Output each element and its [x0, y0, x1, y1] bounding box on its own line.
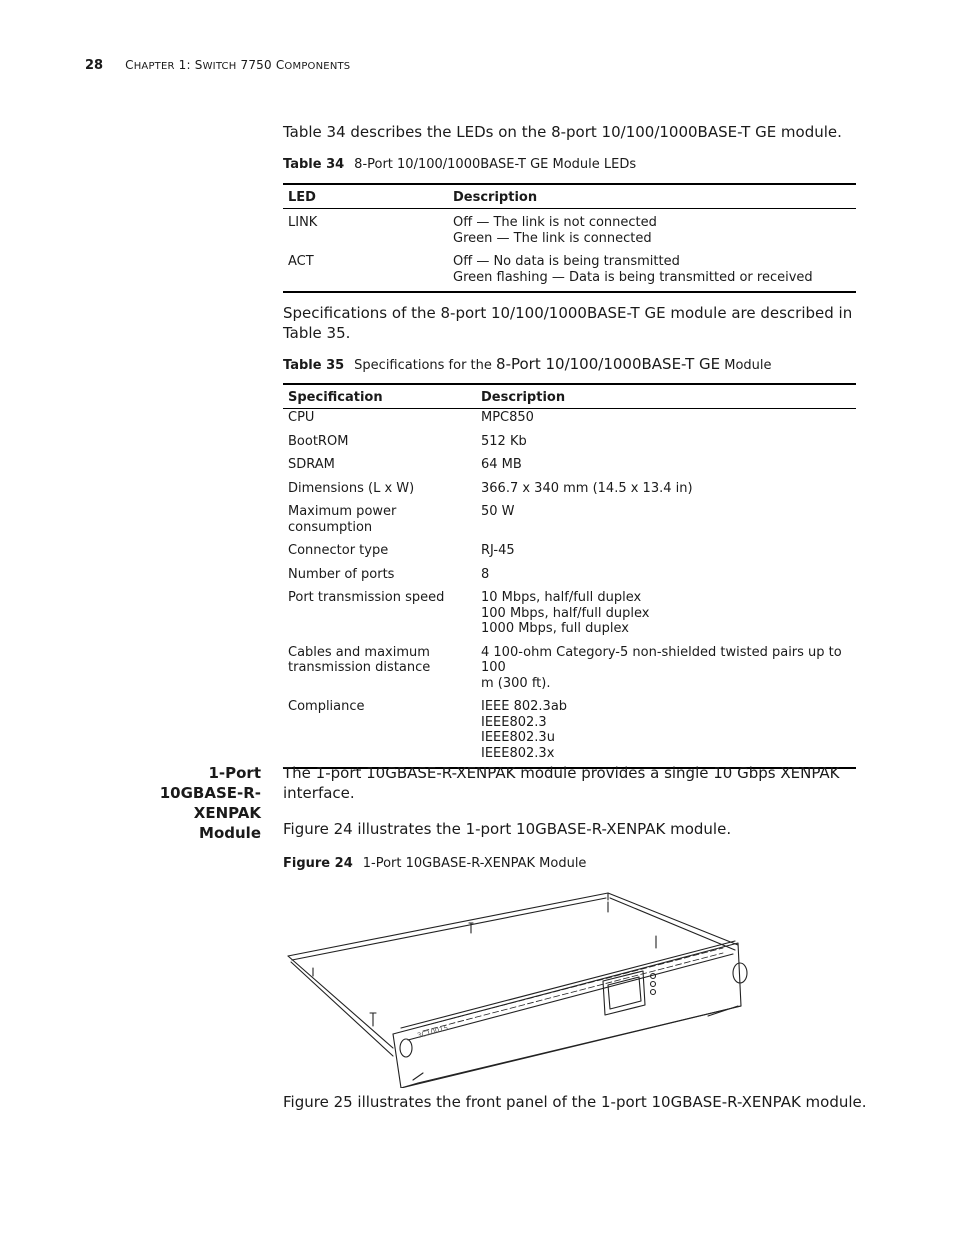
spec-paragraph: Specifications of the 8-port 10/100/1000BASE-T GE module are described in Table 35. [283, 304, 853, 342]
table-row [283, 209, 856, 255]
col-header-description: Description [448, 184, 856, 209]
spec-value: IEEE 802.3ab IEEE802.3 IEEE802.3u IEEE802.3x [481, 699, 568, 761]
spec-name: Compliance [288, 699, 365, 714]
spec-name: SDRAM [288, 457, 335, 472]
spec-value: MPC850 [481, 410, 534, 425]
spec-value: 366.7 x 340 mm (14.5 x 13.4 in) [481, 480, 693, 496]
table-row [283, 590, 856, 645]
spec-name: Cables and maximum transmission distance [288, 644, 431, 675]
spec-name: Number of ports [288, 566, 395, 582]
page-number: 28 [85, 58, 104, 73]
table-row [283, 409, 856, 434]
spec-value: 512 Kb [481, 433, 527, 449]
led-table [283, 183, 856, 293]
table-row [283, 543, 856, 567]
spec-name: Connector type [288, 543, 389, 558]
section-paragraph-2: Figure 24 illustrates the 1-port 10GBASE-R-XENPAK module. [283, 820, 732, 838]
table35-caption: Table 35 Specifications for the 8-Port 10/100/1000BASE-T GE Module [283, 355, 772, 373]
spec-name: Port transmission speed [288, 590, 445, 605]
table-row [283, 645, 856, 700]
spec-value: RJ-45 [481, 543, 515, 558]
spec-value: 4 100-ohm Category-5 non-shielded twisted pairs up to 100 m (300 ft). [481, 644, 842, 691]
col-header-description: Description [476, 384, 856, 409]
chapter-title: CHAPTER 1: SWITCH 7750 COMPONENTS [125, 58, 351, 72]
table-row [283, 254, 856, 292]
led-description: Off — The link is not connected Green — The link is connected [453, 215, 657, 246]
table34-label: Table 34 [283, 157, 345, 172]
closing-paragraph: Figure 25 illustrates the front panel of the 1-port 10GBASE-R-XENPAK module. [283, 1093, 867, 1111]
spec-name: Dimensions (L x W) [288, 480, 415, 496]
spec-value: 8 [481, 566, 490, 582]
spec-value: 50 W [481, 504, 515, 519]
table-row [283, 504, 856, 543]
table-row [283, 457, 856, 481]
spec-value: 64 MB [481, 457, 522, 472]
intro-paragraph: Table 34 describes the LEDs on the 8-port 10/100/1000BASE-T GE module. [283, 123, 842, 141]
figure24-caption [283, 856, 586, 871]
spec-value: 10 Mbps, half/full duplex 100 Mbps, half/full duplex 1000 Mbps, full duplex [481, 590, 650, 636]
spec-name: Maximum power consumption [288, 504, 397, 535]
spec-name: CPU [288, 410, 315, 425]
led-name: ACT [288, 254, 314, 269]
running-header [85, 58, 350, 73]
led-name: LINK [288, 215, 318, 230]
col-header-specification: Specification [283, 384, 476, 409]
section-paragraph-1: The 1-port 10GBASE-R-XENPAK module provides a single 10 Gbps XENPAK interface. [283, 764, 840, 802]
table35-label: Table 35 [283, 358, 345, 373]
table-row [283, 567, 856, 591]
led-description: Off — No data is being transmitted Green flashing — Data is being transmitted or received [453, 254, 813, 285]
xenpak-module-illustration [283, 888, 753, 1088]
section-heading: 1-Port 10GBASE-R-XENPAK Module [159, 764, 261, 842]
table34-caption [283, 157, 636, 172]
figure-stamp: 3C10015 [416, 1024, 450, 1040]
spec-name: BootROM [288, 433, 349, 449]
table-row [283, 434, 856, 458]
table34-title: 8-Port 10/100/1000BASE-T GE Module LEDs [354, 157, 637, 172]
table-row [283, 699, 856, 768]
figure24-title: 1-Port 10GBASE-R-XENPAK Module [362, 856, 587, 871]
col-header-led: LED [283, 184, 448, 209]
spec-table [283, 383, 856, 769]
table-row [283, 481, 856, 505]
figure24-label: Figure 24 [283, 856, 353, 871]
